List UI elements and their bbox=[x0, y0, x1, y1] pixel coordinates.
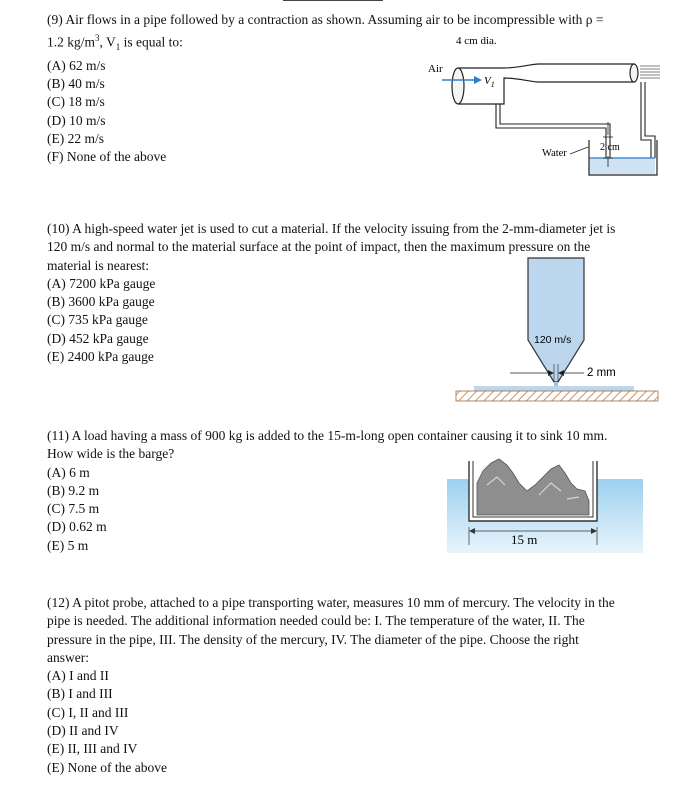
q9-tube-right-inner bbox=[645, 82, 655, 158]
q12-option-e[interactable]: (E) II, III and IV bbox=[47, 741, 138, 757]
q11-option-a[interactable]: (A) 6 m bbox=[47, 464, 90, 480]
q11-option-c[interactable]: (C) 7.5 m bbox=[47, 501, 100, 517]
q9-pipe-contraction-figure bbox=[420, 32, 670, 182]
q12-option-a[interactable]: (A) I and II bbox=[47, 668, 109, 684]
q9-height-label: 2 cm bbox=[600, 142, 620, 153]
q12-option-d[interactable]: (D) II and IV bbox=[47, 723, 119, 739]
top-rule bbox=[283, 0, 383, 1]
q9-option-f[interactable]: (F) None of the above bbox=[47, 149, 167, 165]
q9-v-subscript: 1 bbox=[115, 42, 121, 53]
q12-stem-line-3: pressure in the pipe, III. The density of the mercury, IV. The diameter of the pipe. Choose the right bbox=[47, 631, 579, 647]
q9-water-leader bbox=[570, 147, 588, 154]
q9-pipe-outlet bbox=[630, 64, 638, 82]
q9-stem-end: is equal to: bbox=[120, 34, 183, 50]
q11-option-d[interactable]: (D) 0.62 m bbox=[47, 519, 107, 535]
q12-stem-line-2: pipe is needed. The additional information needed could be: I. The temperature of the water, II. The bbox=[47, 613, 585, 629]
q11-barge-figure bbox=[447, 455, 643, 555]
q10-option-d[interactable]: (D) 452 kPa gauge bbox=[47, 330, 149, 346]
q12-option-b[interactable]: (B) I and III bbox=[47, 686, 113, 702]
q10-material-surface bbox=[456, 391, 658, 401]
q9-density-value: 1.2 kg/m bbox=[47, 34, 96, 50]
q10-option-c[interactable]: (C) 735 kPa gauge bbox=[47, 312, 148, 328]
q10-option-a[interactable]: (A) 7200 kPa gauge bbox=[47, 275, 156, 291]
q10-splash-layer bbox=[474, 386, 634, 391]
q9-stem-line-1: (9) Air flows in a pipe followed by a contraction as shown. Assuming air to be incompressible with ρ = bbox=[47, 12, 604, 27]
q9-option-d[interactable]: (D) 10 m/s bbox=[47, 112, 106, 128]
q10-option-e[interactable]: (E) 2400 kPa gauge bbox=[47, 349, 154, 365]
q9-option-c[interactable]: (C) 18 m/s bbox=[47, 94, 105, 110]
q10-stem-line-3: material is nearest: bbox=[47, 257, 149, 273]
q11-stem-line-2: How wide is the barge? bbox=[47, 446, 175, 462]
q9-water-label: Water bbox=[542, 148, 567, 159]
q10-velocity-label: 120 m/s bbox=[534, 334, 572, 346]
q9-option-e[interactable]: (E) 22 m/s bbox=[47, 130, 104, 146]
q9-option-a[interactable]: (A) 62 m/s bbox=[47, 57, 106, 73]
q9-option-b[interactable]: (B) 40 m/s bbox=[47, 76, 105, 92]
q9-dia-label: 4 cm dia. bbox=[456, 35, 497, 47]
q9-pipe-inlet bbox=[452, 68, 464, 104]
q11-stem-line-1: (11) A load having a mass of 900 kg is added to the 15-m-long open container causing it to sink 10 mm. bbox=[47, 428, 608, 443]
q12-stem-line-4: answer: bbox=[47, 649, 89, 665]
q10-nozzle bbox=[528, 258, 584, 382]
q9-air-label: Air bbox=[428, 63, 443, 75]
q9-water-reservoir bbox=[589, 158, 655, 174]
q11-option-b[interactable]: (B) 9.2 m bbox=[47, 482, 100, 498]
q9-v-symbol: , V bbox=[99, 34, 116, 50]
q11-length-label: 15 m bbox=[511, 532, 538, 547]
question-12 bbox=[47, 594, 667, 777]
q10-stem-line-2: 120 m/s and normal to the material surface at the point of impact, then the maximum pressure on the bbox=[47, 239, 591, 255]
q9-v-label: $V_1$ bbox=[484, 75, 495, 89]
q10-diameter-label: 2 mm bbox=[587, 367, 616, 379]
q10-option-b[interactable]: (B) 3600 kPa gauge bbox=[47, 294, 155, 310]
q9-outlet-flow-lines bbox=[640, 66, 660, 78]
q10-stem-line-1: (10) A high-speed water jet is used to cut a material. If the velocity issuing from the 2-mm-diameter jet is bbox=[47, 221, 616, 236]
q9-tube-right-outer bbox=[641, 82, 651, 158]
q12-option-e-none[interactable]: (E) None of the above bbox=[47, 759, 167, 775]
q10-water-jet-figure bbox=[448, 258, 663, 408]
q12-stem-line-1: (12) A pitot probe, attached to a pipe transporting water, measures 10 mm of mercury. The velocity in the bbox=[47, 595, 615, 610]
q11-option-e[interactable]: (E) 5 m bbox=[47, 537, 89, 553]
q12-option-c[interactable]: (C) I, II and III bbox=[47, 704, 129, 720]
q9-density-exponent: 3 bbox=[95, 33, 100, 44]
